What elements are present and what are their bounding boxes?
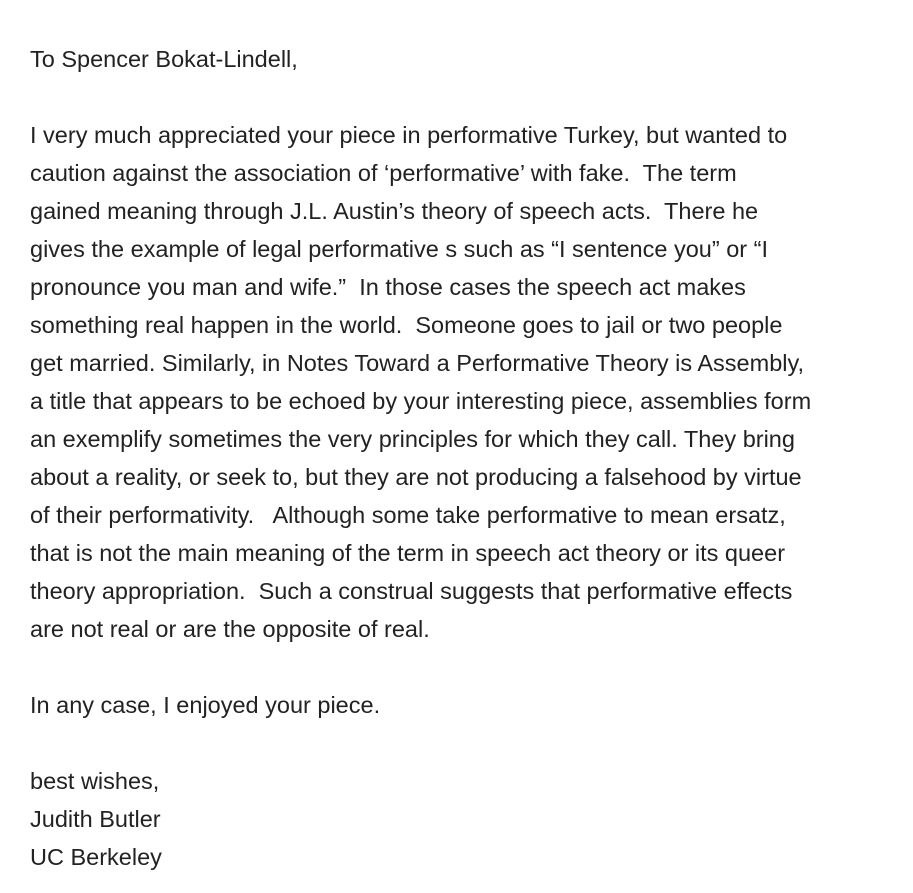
body-line: I very much appreciated your piece in performative Turkey, but wanted to	[30, 122, 788, 148]
body-line: gained meaning through J.L. Austin’s theory of speech acts. There he	[30, 198, 759, 224]
paragraph-break	[30, 78, 905, 116]
body-line: pronounce you man and wife.” In those cases the speech act makes	[30, 274, 746, 300]
body-paragraph	[30, 116, 905, 648]
closing-paragraph: In any case, I enjoyed your piece.	[30, 692, 381, 718]
salutation: To Spencer Bokat-Lindell,	[30, 46, 298, 72]
signature-name: Judith Butler	[30, 806, 161, 832]
body-line: about a reality, or seek to, but they are not producing a falsehood by virtue	[30, 464, 802, 490]
signoff: best wishes,	[30, 768, 160, 794]
body-line: a title that appears to be echoed by your interesting piece, assemblies form	[30, 388, 812, 414]
signature-affiliation: UC Berkeley	[30, 844, 162, 870]
body-line: gives the example of legal performative s such as “I sentence you” or “I	[30, 236, 768, 262]
body-line: of their performativity. Although some take performative to mean ersatz,	[30, 502, 786, 528]
signature-block	[30, 762, 905, 876]
body-line: that is not the main meaning of the term in speech act theory or its queer	[30, 540, 786, 566]
body-line: get married. Similarly, in Notes Toward a Performative Theory is Assembly,	[30, 350, 805, 376]
body-line: are not real or are the opposite of real.	[30, 616, 430, 642]
paragraph-break	[30, 724, 905, 762]
body-line: an exemplify sometimes the very principles for which they call. They bring	[30, 426, 795, 452]
letter	[30, 40, 905, 876]
body-line: something real happen in the world. Someone goes to jail or two people	[30, 312, 783, 338]
body-line: caution against the association of ‘performative’ with fake. The term	[30, 160, 737, 186]
paragraph-break	[30, 648, 905, 686]
body-line: theory appropriation. Such a construal suggests that performative effects	[30, 578, 793, 604]
